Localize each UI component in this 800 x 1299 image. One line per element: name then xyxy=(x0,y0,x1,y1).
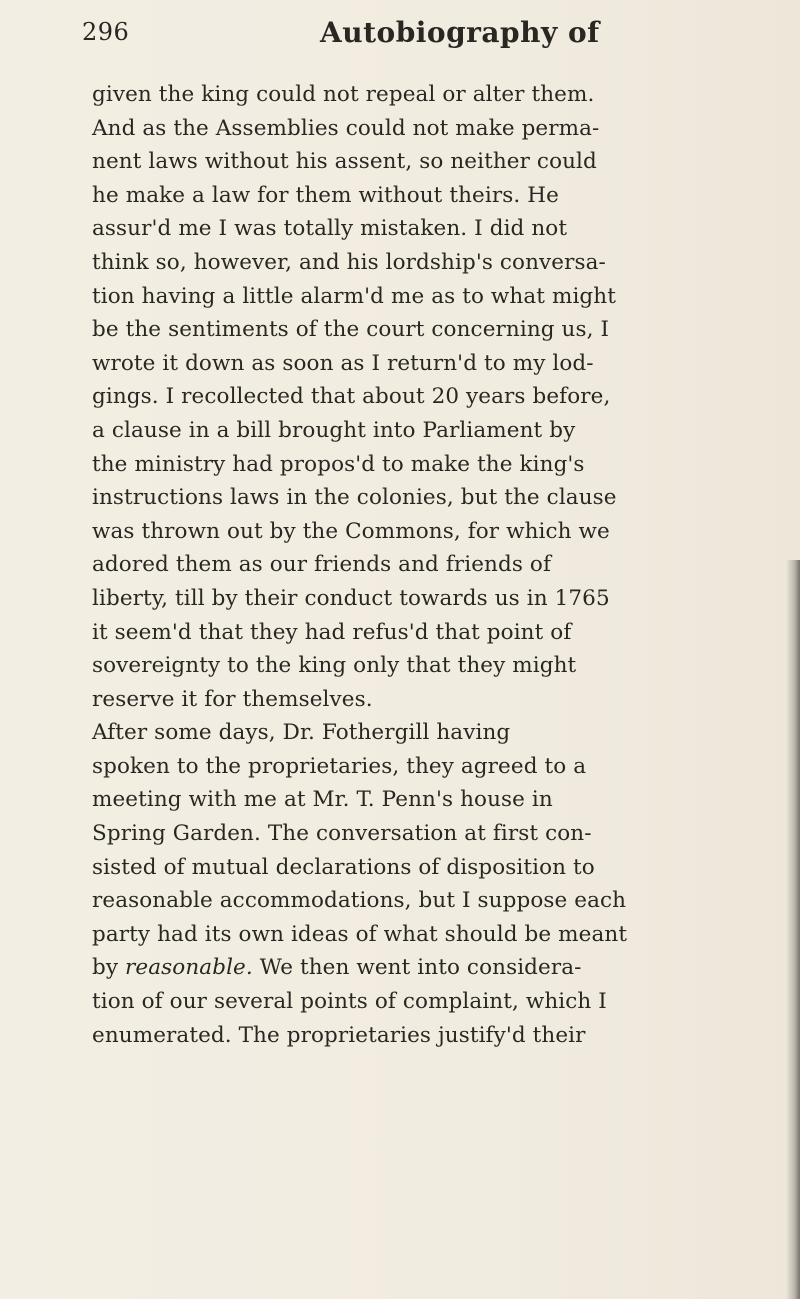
page-header xyxy=(0,18,800,58)
text-line: party had its own ideas of what should be meant xyxy=(92,921,628,947)
text-fragment: We then went into considera- xyxy=(252,955,582,981)
text-line-mixed xyxy=(92,951,782,985)
text-line: it seem'd that they had refus'd that point of xyxy=(92,619,572,645)
text-line: given the king could not repeal or alter them. xyxy=(92,82,595,107)
text-line: assur'd me I was totally mistaken. I did not xyxy=(92,216,568,242)
page-number: 296 xyxy=(82,18,130,46)
text-line: be the sentiments of the court concerning us, I xyxy=(92,317,610,343)
text-line: tion having a little alarm'd me as to what might xyxy=(92,283,616,309)
text-line: he make a law for them without theirs. He xyxy=(92,182,559,208)
text-line: wrote it down as soon as I return'd to my lod- xyxy=(92,350,594,376)
text-line: a clause in a bill brought into Parliament by xyxy=(92,417,576,443)
text-line: And as the Assemblies could not make perma- xyxy=(92,115,600,141)
text-line: spoken to the proprietaries, they agreed to a xyxy=(92,753,587,779)
text-line: was thrown out by the Commons, for which we xyxy=(92,518,610,544)
text-line: the ministry had propos'd to make the king's xyxy=(92,451,585,477)
text-line: meeting with me at Mr. T. Penn's house in xyxy=(92,787,553,813)
text-line: think so, however, and his lordship's conversa- xyxy=(92,249,606,275)
text-line: tion of our several points of complaint, which I xyxy=(92,989,607,1015)
text-line: sovereignty to the king only that they might xyxy=(92,653,577,679)
text-line: After some days, Dr. Fothergill having xyxy=(92,720,511,746)
text-line: instructions laws in the colonies, but the clause xyxy=(92,485,617,511)
page-edge-shadow xyxy=(786,560,800,1299)
text-line: liberty, till by their conduct towards us in 1765 xyxy=(92,585,610,611)
text-line: sisted of mutual declarations of disposition to xyxy=(92,854,595,880)
text-line: adored them as our friends and friends of xyxy=(92,552,552,578)
text-line: nent laws without his assent, so neither could xyxy=(92,149,597,175)
text-line: reasonable accommodations, but I suppose each xyxy=(92,888,627,914)
text-line: Spring Garden. The conversation at first con- xyxy=(92,821,592,847)
text-fragment: by xyxy=(92,955,126,981)
italic-word: reasonable. xyxy=(125,955,253,981)
text-line: enumerated. The proprietaries justify'd their xyxy=(92,1022,586,1048)
text-line: gings. I recollected that about 20 years before, xyxy=(92,384,611,410)
text-line: reserve it for themselves. xyxy=(92,686,373,712)
running-head: Autobiography of xyxy=(320,16,600,49)
body-text xyxy=(92,78,782,1052)
